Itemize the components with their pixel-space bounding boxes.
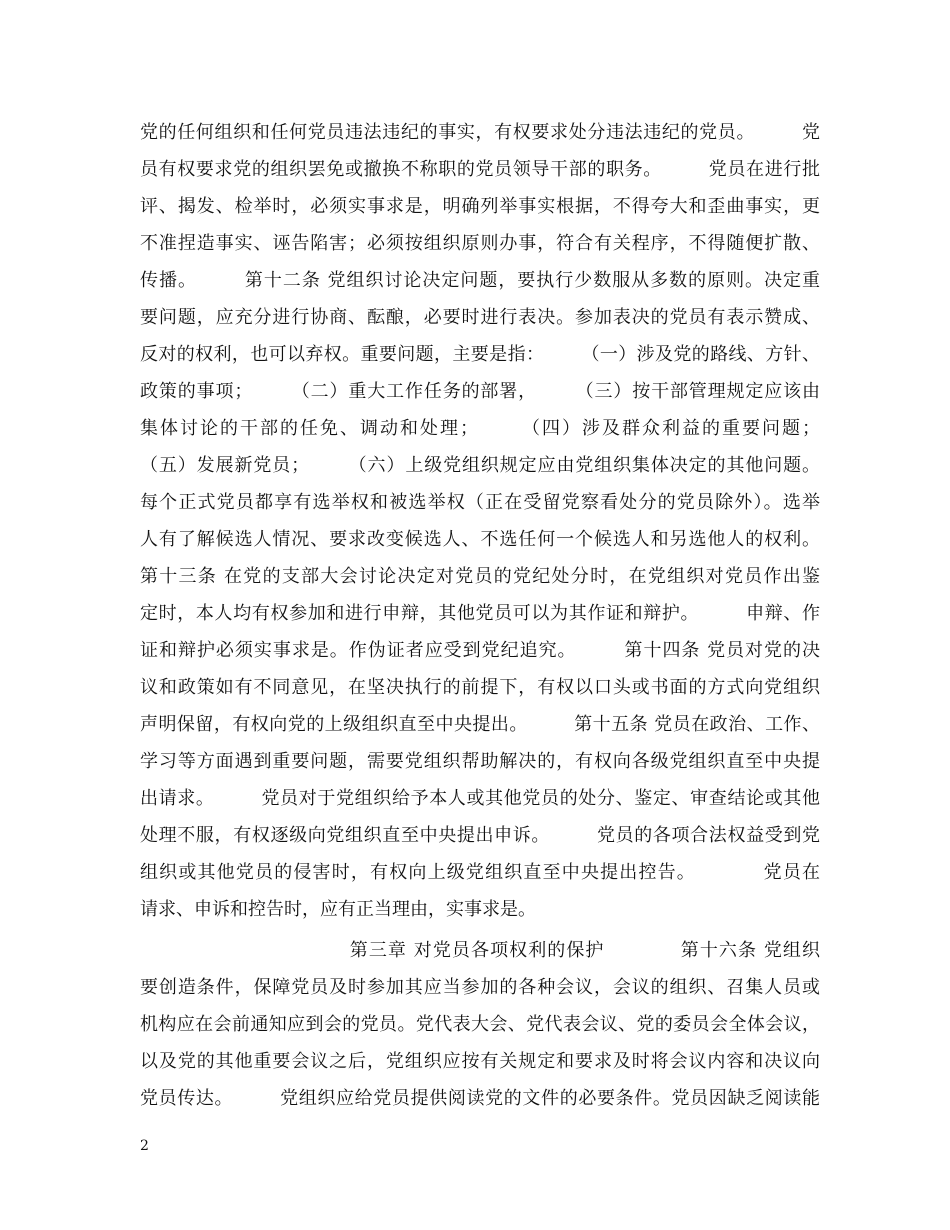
text-line: 反对的权利，也可以弃权。重要问题，主要是指： （一）涉及党的路线、方针、: [140, 344, 820, 365]
text-line: 要创造条件，保障党员及时参加其应当参加的各种会议，会议的组织、召集人员或: [140, 977, 820, 998]
text-line: 传播。 第十二条 党组织讨论决定问题，要执行少数服从多数的原则。决定重: [140, 270, 820, 291]
text-line: 第十三条 在党的支部大会讨论决定对党员的党纪处分时，在党组织对党员作出鉴: [140, 566, 820, 587]
chapter-heading-line: 第三章 对党员各项权利的保护 第十六条 党组织: [140, 940, 820, 961]
text-line: 处理不服，有权逐级向党组织直至中央提出申诉。 党员的各项合法权益受到党: [140, 825, 820, 846]
text-line: 评、揭发、检举时，必须实事求是，明确列举事实根据，不得夸大和歪曲事实，更: [140, 196, 820, 217]
text-line: 以及党的其他重要会议之后，党组织应按有关规定和要求及时将会议内容和决议向: [140, 1051, 820, 1072]
text-line: 出请求。 党员对于党组织给予本人或其他党员的处分、鉴定、审查结论或其他: [140, 788, 820, 809]
text-line: 要问题，应充分进行协商、酝酿，必要时进行表决。参加表决的党员有表示赞成、: [140, 307, 820, 328]
page-number: 2: [140, 1138, 149, 1154]
text-line: 定时，本人均有权参加和进行申辩，其他党员可以为其作证和辩护。 申辩、作: [140, 603, 820, 624]
text-line: 请求、申诉和控告时，应有正当理由，实事求是。: [140, 899, 536, 920]
text-line: 机构应在会前通知应到会的党员。党代表大会、党代表会议、党的委员会全体会议，: [140, 1014, 820, 1035]
text-line: 证和辩护必须实事求是。作伪证者应受到党纪追究。 第十四条 党员对党的决: [140, 640, 820, 661]
text-line: 人有了解候选人情况、要求改变候选人、不选任何一个候选人和另选他人的权利。: [140, 529, 820, 550]
text-line: 集体讨论的干部的任免、调动和处理； （四）涉及群众利益的重要问题；: [140, 418, 820, 439]
text-line: 议和政策如有不同意见，在坚决执行的前提下，有权以口头或书面的方式向党组织: [140, 677, 820, 698]
text-line: 党的任何组织和任何党员违法违纪的事实，有权要求处分违法违纪的党员。 党: [140, 122, 820, 143]
text-line: 政策的事项； （二）重大工作任务的部署， （三）按干部管理规定应该由: [140, 381, 820, 402]
text-line: 每个正式党员都享有选举权和被选举权（正在受留党察看处分的党员除外）。选举: [140, 492, 820, 513]
text-line: 学习等方面遇到重要问题，需要党组织帮助解决的，有权向各级党组织直至中央提: [140, 751, 820, 772]
text-line: 党员传达。 党组织应给党员提供阅读党的文件的必要条件。党员因缺乏阅读能: [140, 1088, 820, 1109]
text-line: 不准捏造事实、诬告陷害；必须按组织原则办事，符合有关程序，不得随便扩散、: [140, 233, 820, 254]
text-line: 声明保留，有权向党的上级组织直至中央提出。 第十五条 党员在政治、工作、: [140, 714, 820, 735]
text-line: （五）发展新党员； （六）上级党组织规定应由党组织集体决定的其他问题。: [140, 455, 820, 476]
text-line: 员有权要求党的组织罢免或撤换不称职的党员领导干部的职务。 党员在进行批: [140, 159, 820, 180]
body-text: [140, 114, 820, 1117]
text-line: 组织或其他党员的侵害时，有权向上级党组织直至中央提出控告。 党员在: [140, 862, 820, 883]
